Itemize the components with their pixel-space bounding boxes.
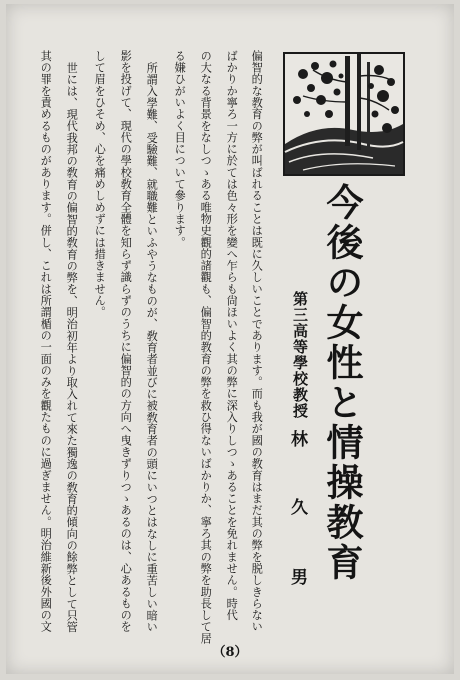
body-column: 偏智的な教育の弊が叫ばれることは既に久しいことであります。而も我が國の教育はまだ其の弊を脱しきらない <box>250 50 264 633</box>
tree-illustration <box>283 52 405 176</box>
author-name-char: 久 <box>291 498 308 518</box>
body-column: 其の罪を責めるものがあります。併し、これは所謂楯の一面のみを觀たものに過ぎません。明治維新後外國の文 <box>39 50 53 633</box>
author-name-char: 林 <box>291 430 308 450</box>
body-column: 影を投げて、現代の學校敎育全體を知らず識らずのうちに偏智的の方向へ曳きずりつゝあるのは、心あるものを <box>119 50 133 633</box>
body-column: ばかりか寧ろ一方に於ては色々形を變へ乍らも尙ほいよく其の弊に深入りしつゝあることを免れません。時代 <box>225 50 239 621</box>
article-title: 今後の女性と情操教育 <box>320 183 364 583</box>
body-column: 世には、現代我邦の敎育の偏智的敎育の弊を、明治初年より取入れて來た獨逸の敎育的傾向の餘弊として只管 <box>65 62 79 633</box>
author-name-char: 男 <box>291 568 308 588</box>
author-affiliation: 第三高等學校教授 <box>291 291 309 419</box>
body-column: して眉をひそめ、心を痛めしめずには措きません。 <box>93 50 107 318</box>
body-column: る嫌ひがいよく目について參ります。 <box>173 50 187 249</box>
body-column: の大なる背景をなしつゝある唯物史觀的諸觀も、偏智的教育の弊を救ひ得ないばかりか、寧ろ其の弊を助長して居 <box>199 50 213 645</box>
page-number: （8） <box>212 645 248 660</box>
body-column: 所謂入學難、受驗難、就職難といふやうなものが、敎育者並びに被敎育者の頭にいつとはなしに重苦しい暗い <box>145 62 159 633</box>
